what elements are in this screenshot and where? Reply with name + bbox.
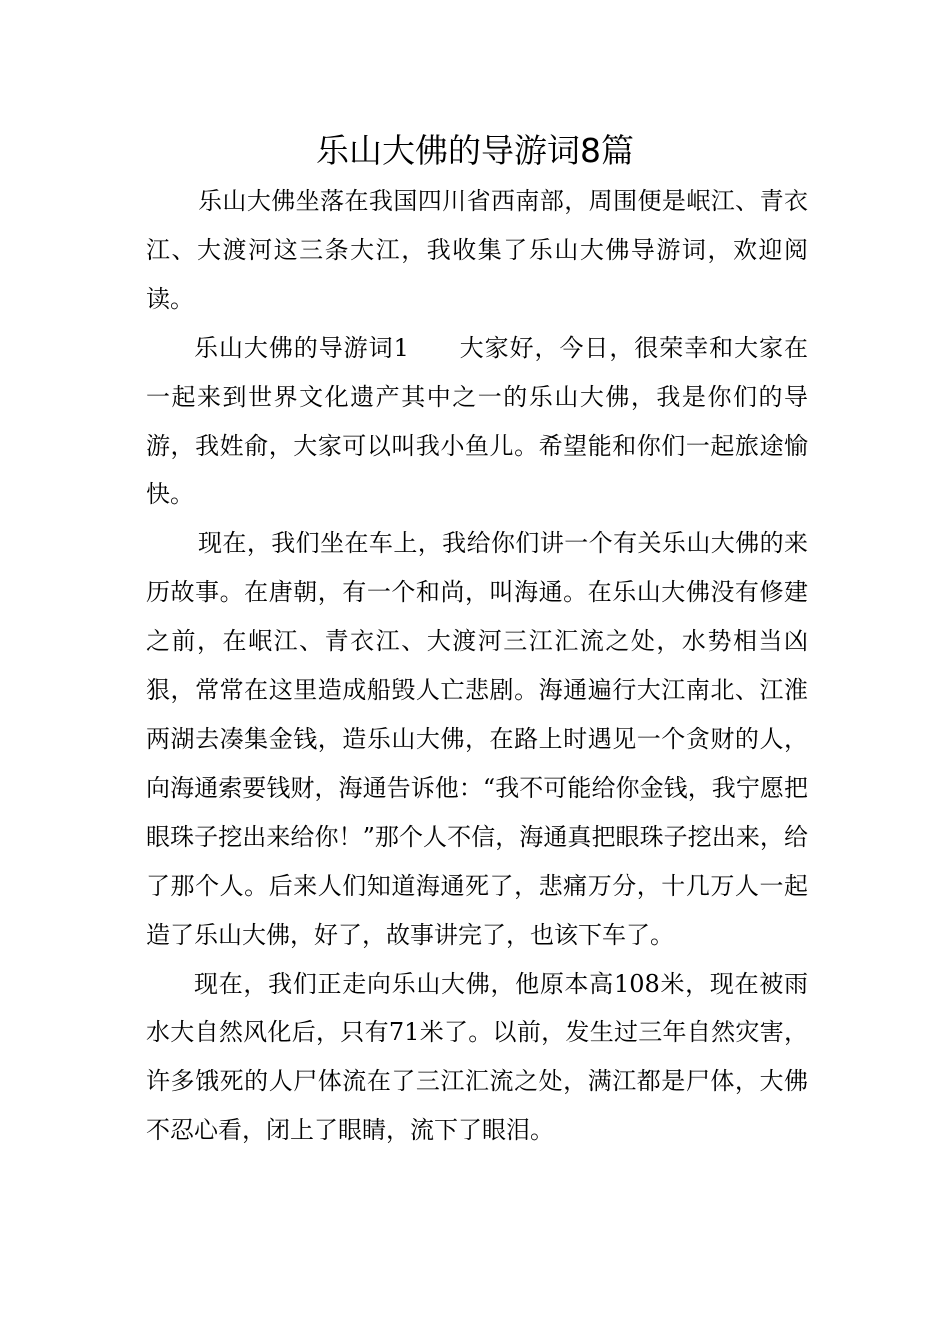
paragraph-guide-1-greeting: 乐山大佛的导游词1 大家好，今日，很荣幸和大家在一起来到世界文化遗产其中之一的乐山大佛，我是你们的导游，我姓俞，大家可以叫我小鱼儿。希望能和你们一起旅途愉快。 — [146, 333, 808, 509]
paragraph-origin-story: 现在，我们坐在车上，我给你们讲一个有关乐山大佛的来历故事。在唐朝，有一个和尚，叫海通。在乐山大佛没有修建之前，在岷江、青衣江、大渡河三江汇流之处，水势相当凶狠，常常在这里造成船毁人亡悲剧。海通遍行大江南北、江淮两湖去凑集金钱，造乐山大佛，在路上时遇见一个贪财的人，向海通索要钱财，海通告诉他：“我不可能给你金钱，我宁愿把眼珠子挖出来给你！”那个人不信，海通真把眼珠子挖出来，给了那个人。后来人们知道海通死了，悲痛万分，十几万人一起造了乐山大佛，好了，故事讲完了，也该下车了。 — [146, 529, 808, 949]
document-title: 乐山大佛的导游词8篇 — [316, 131, 634, 170]
paragraph-buddha-height: 现在，我们正走向乐山大佛，他原本高108米，现在被雨水大自然风化后，只有71米了。以前，发生过三年自然灾害，许多饿死的人尸体流在了三江汇流之处，满江都是尸体，大佛不忍心看，闭上了眼睛，流下了眼泪。 — [146, 969, 808, 1145]
paragraph-intro: 乐山大佛坐落在我国四川省西南部，周围便是岷江、青衣江、大渡河这三条大江，我收集了乐山大佛导游词，欢迎阅读。 — [146, 187, 808, 313]
document-body — [146, 177, 808, 1155]
